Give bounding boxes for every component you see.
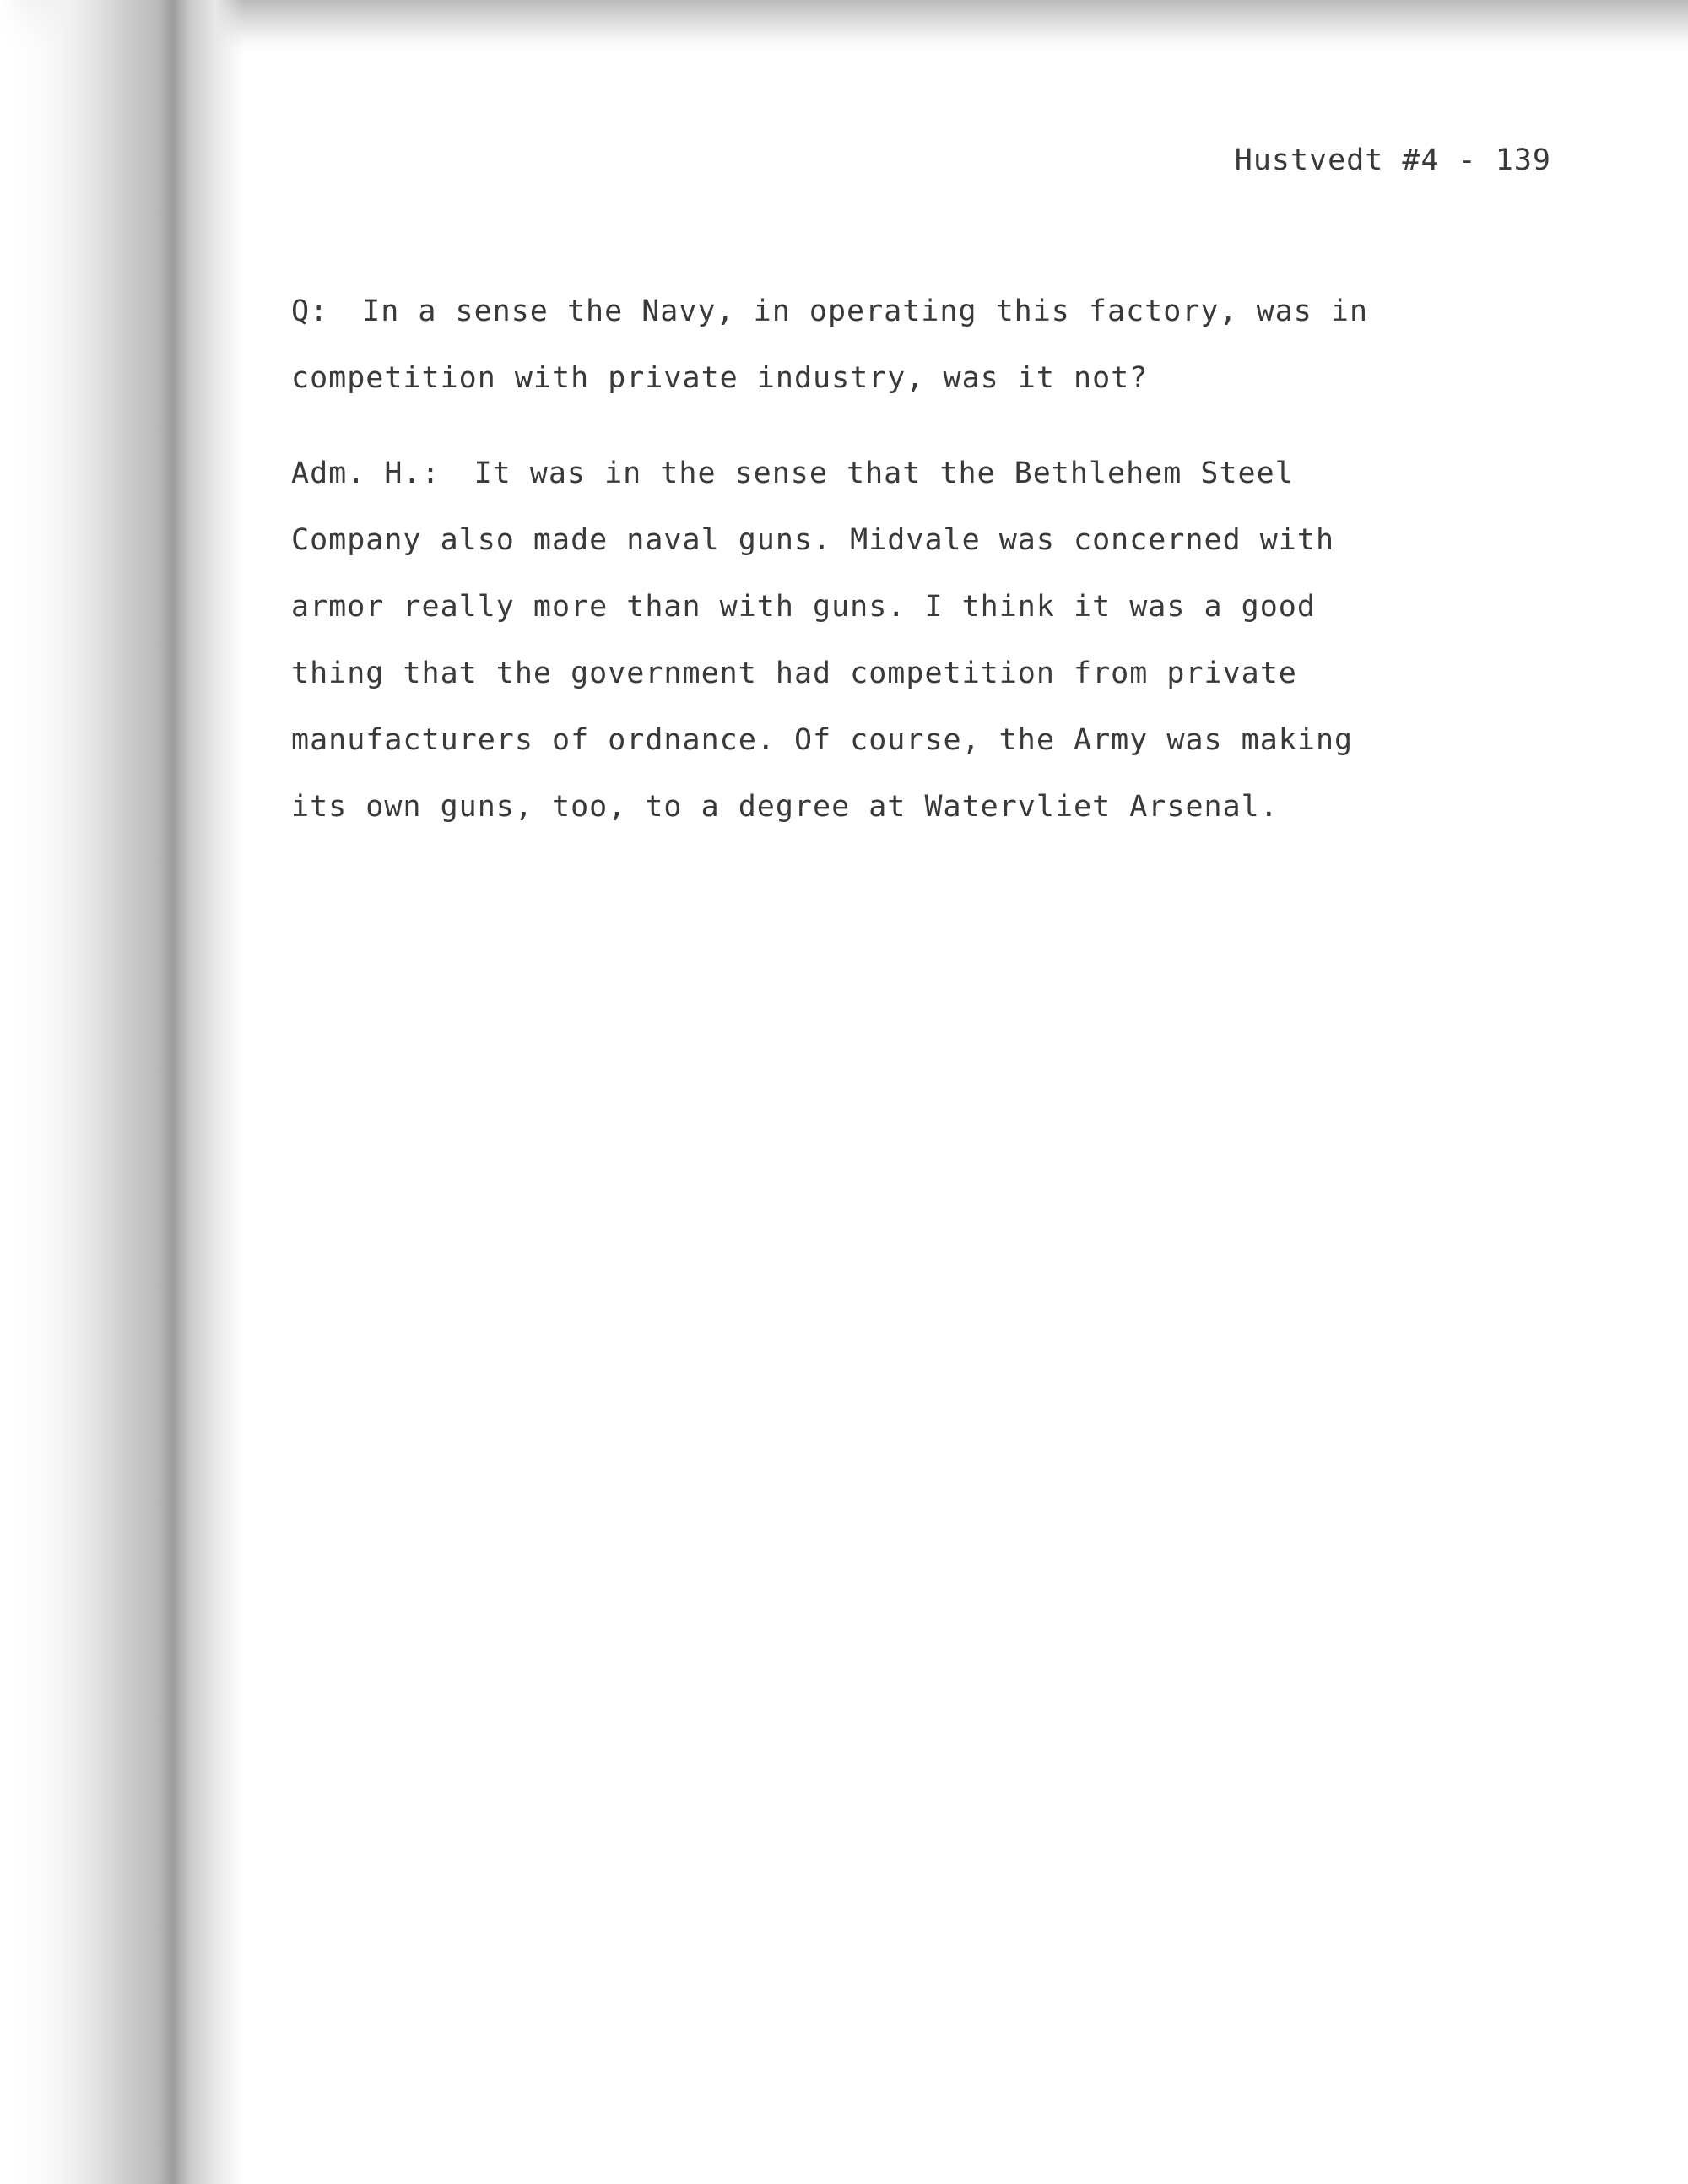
speaker-label: Adm. H.: (291, 457, 441, 490)
speaker-label: Q: (291, 295, 329, 328)
answer-text: It was in the sense that the Bethlehem Steel Company also made naval guns. Midvale was concerned with armor really more than with guns. I think it was a good thing that the government had competition from private manufacturers of ordnance. Of course, the Army was making its own guns, too, to a degree at Watervliet Arsenal. (291, 457, 1354, 824)
transcript-body (291, 278, 1490, 841)
scan-shadow-top (0, 0, 1688, 51)
page-header: Hustvedt #4 - 139 (1234, 143, 1551, 177)
question-paragraph (291, 278, 1490, 412)
scan-edge-fade (0, 0, 127, 2184)
question-text: In a sense the Navy, in operating this factory, was in competition with private industry, was it not? (291, 295, 1369, 395)
answer-paragraph (291, 441, 1490, 841)
